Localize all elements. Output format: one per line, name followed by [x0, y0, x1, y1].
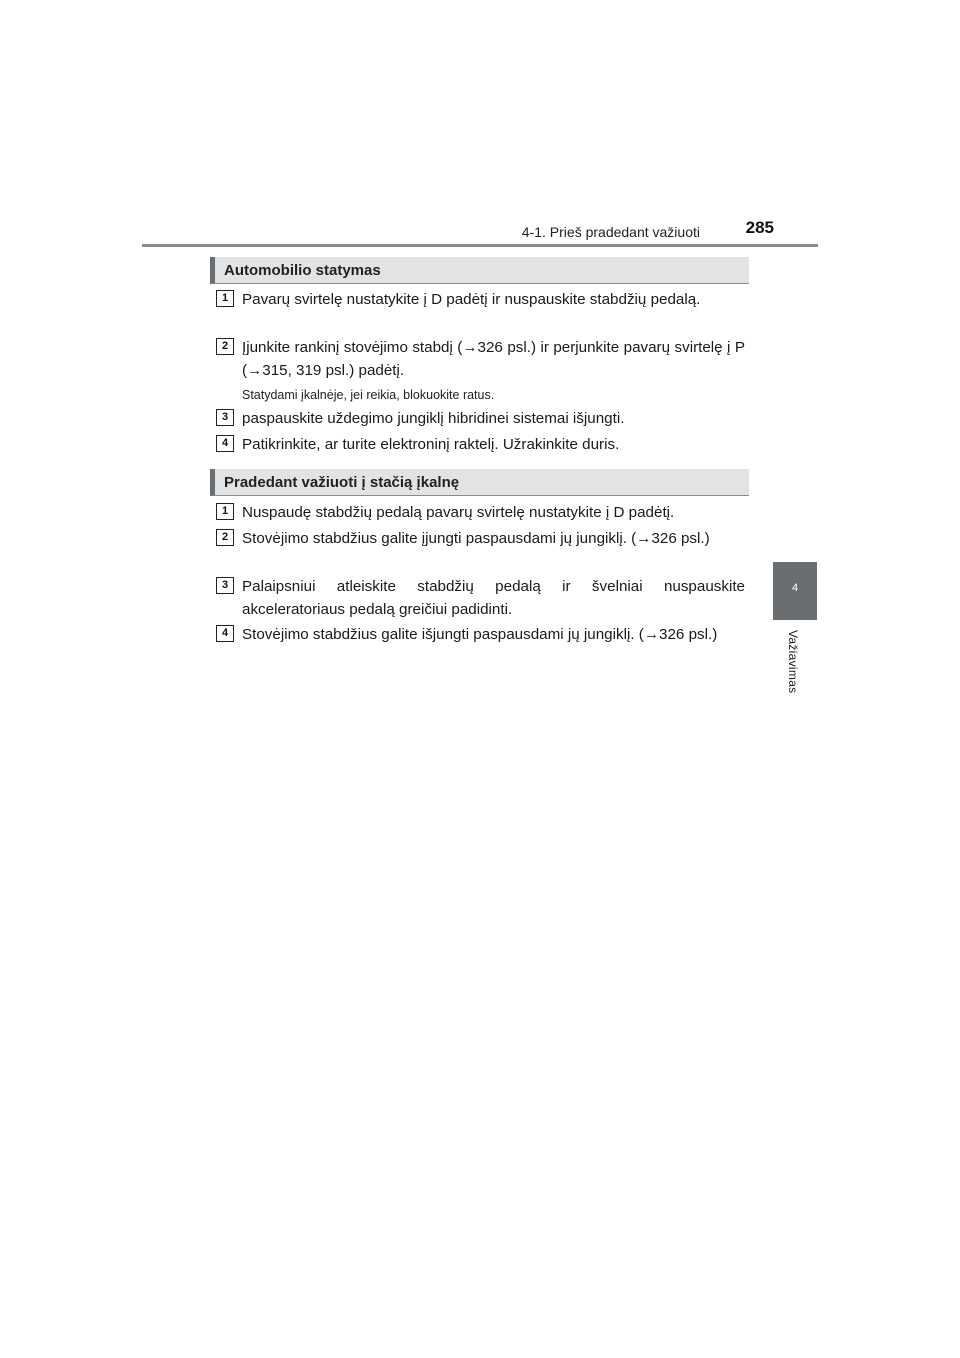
chapter-tab: [773, 562, 817, 620]
step-text: Pavarų svirtelę nustatykite į D padėtį ir nuspauskite stabdžių pedalą.: [242, 291, 701, 308]
page-header: [142, 210, 818, 246]
chapter-label: Važiavimas: [786, 630, 800, 694]
step-note: Statydami įkalnėje, jei reikia, blokuokite ratus.: [242, 388, 495, 402]
step-number-box: 3: [216, 409, 234, 426]
step-text: Patikrinkite, ar turite elektroninį raktelį. Užrakinkite duris.: [242, 436, 620, 453]
section-title: Pradedant važiuoti į stačią įkalnę: [224, 474, 460, 491]
chapter-number: 4: [791, 582, 799, 594]
step-text: Palaipsniui atleiskite stabdžių pedalą ir švelniai nuspauskite akceleratoriaus pedalą greičiui padidinti.: [242, 578, 745, 618]
step-text: paspauskite uždegimo jungiklį hibridinei sistemai išjungti.: [242, 410, 625, 427]
section-heading-parking: [210, 257, 749, 284]
page-number: 285: [745, 218, 774, 237]
step-text: Stovėjimo stabdžius galite išjungti paspausdami jų jungiklį. (→326 psl.): [242, 626, 718, 643]
step-text: Nuspaudę stabdžių pedalą pavarų svirtelę nustatykite į D padėtį.: [242, 504, 675, 521]
section-heading-hill-start: [210, 469, 749, 496]
header-section-title: 4-1. Prieš pradedant važiuoti: [521, 224, 700, 240]
step-number-box: 1: [216, 503, 234, 520]
step-number-box: 2: [216, 338, 234, 355]
step-number-box: 4: [216, 625, 234, 642]
section-title: Automobilio statymas: [224, 262, 381, 279]
step-number-box: 2: [216, 529, 234, 546]
step-number-box: 4: [216, 435, 234, 452]
header-divider: [142, 244, 818, 247]
step-number-box: 1: [216, 290, 234, 307]
step-text: Stovėjimo stabdžius galite įjungti paspausdami jų jungiklį. (→326 psl.): [242, 530, 710, 547]
step-text: Įjunkite rankinį stovėjimo stabdį (→326 psl.) ir perjunkite pavarų svirtelę į P (→315, 319 psl.) padėtį.: [242, 339, 745, 379]
step-number-box: 3: [216, 577, 234, 594]
